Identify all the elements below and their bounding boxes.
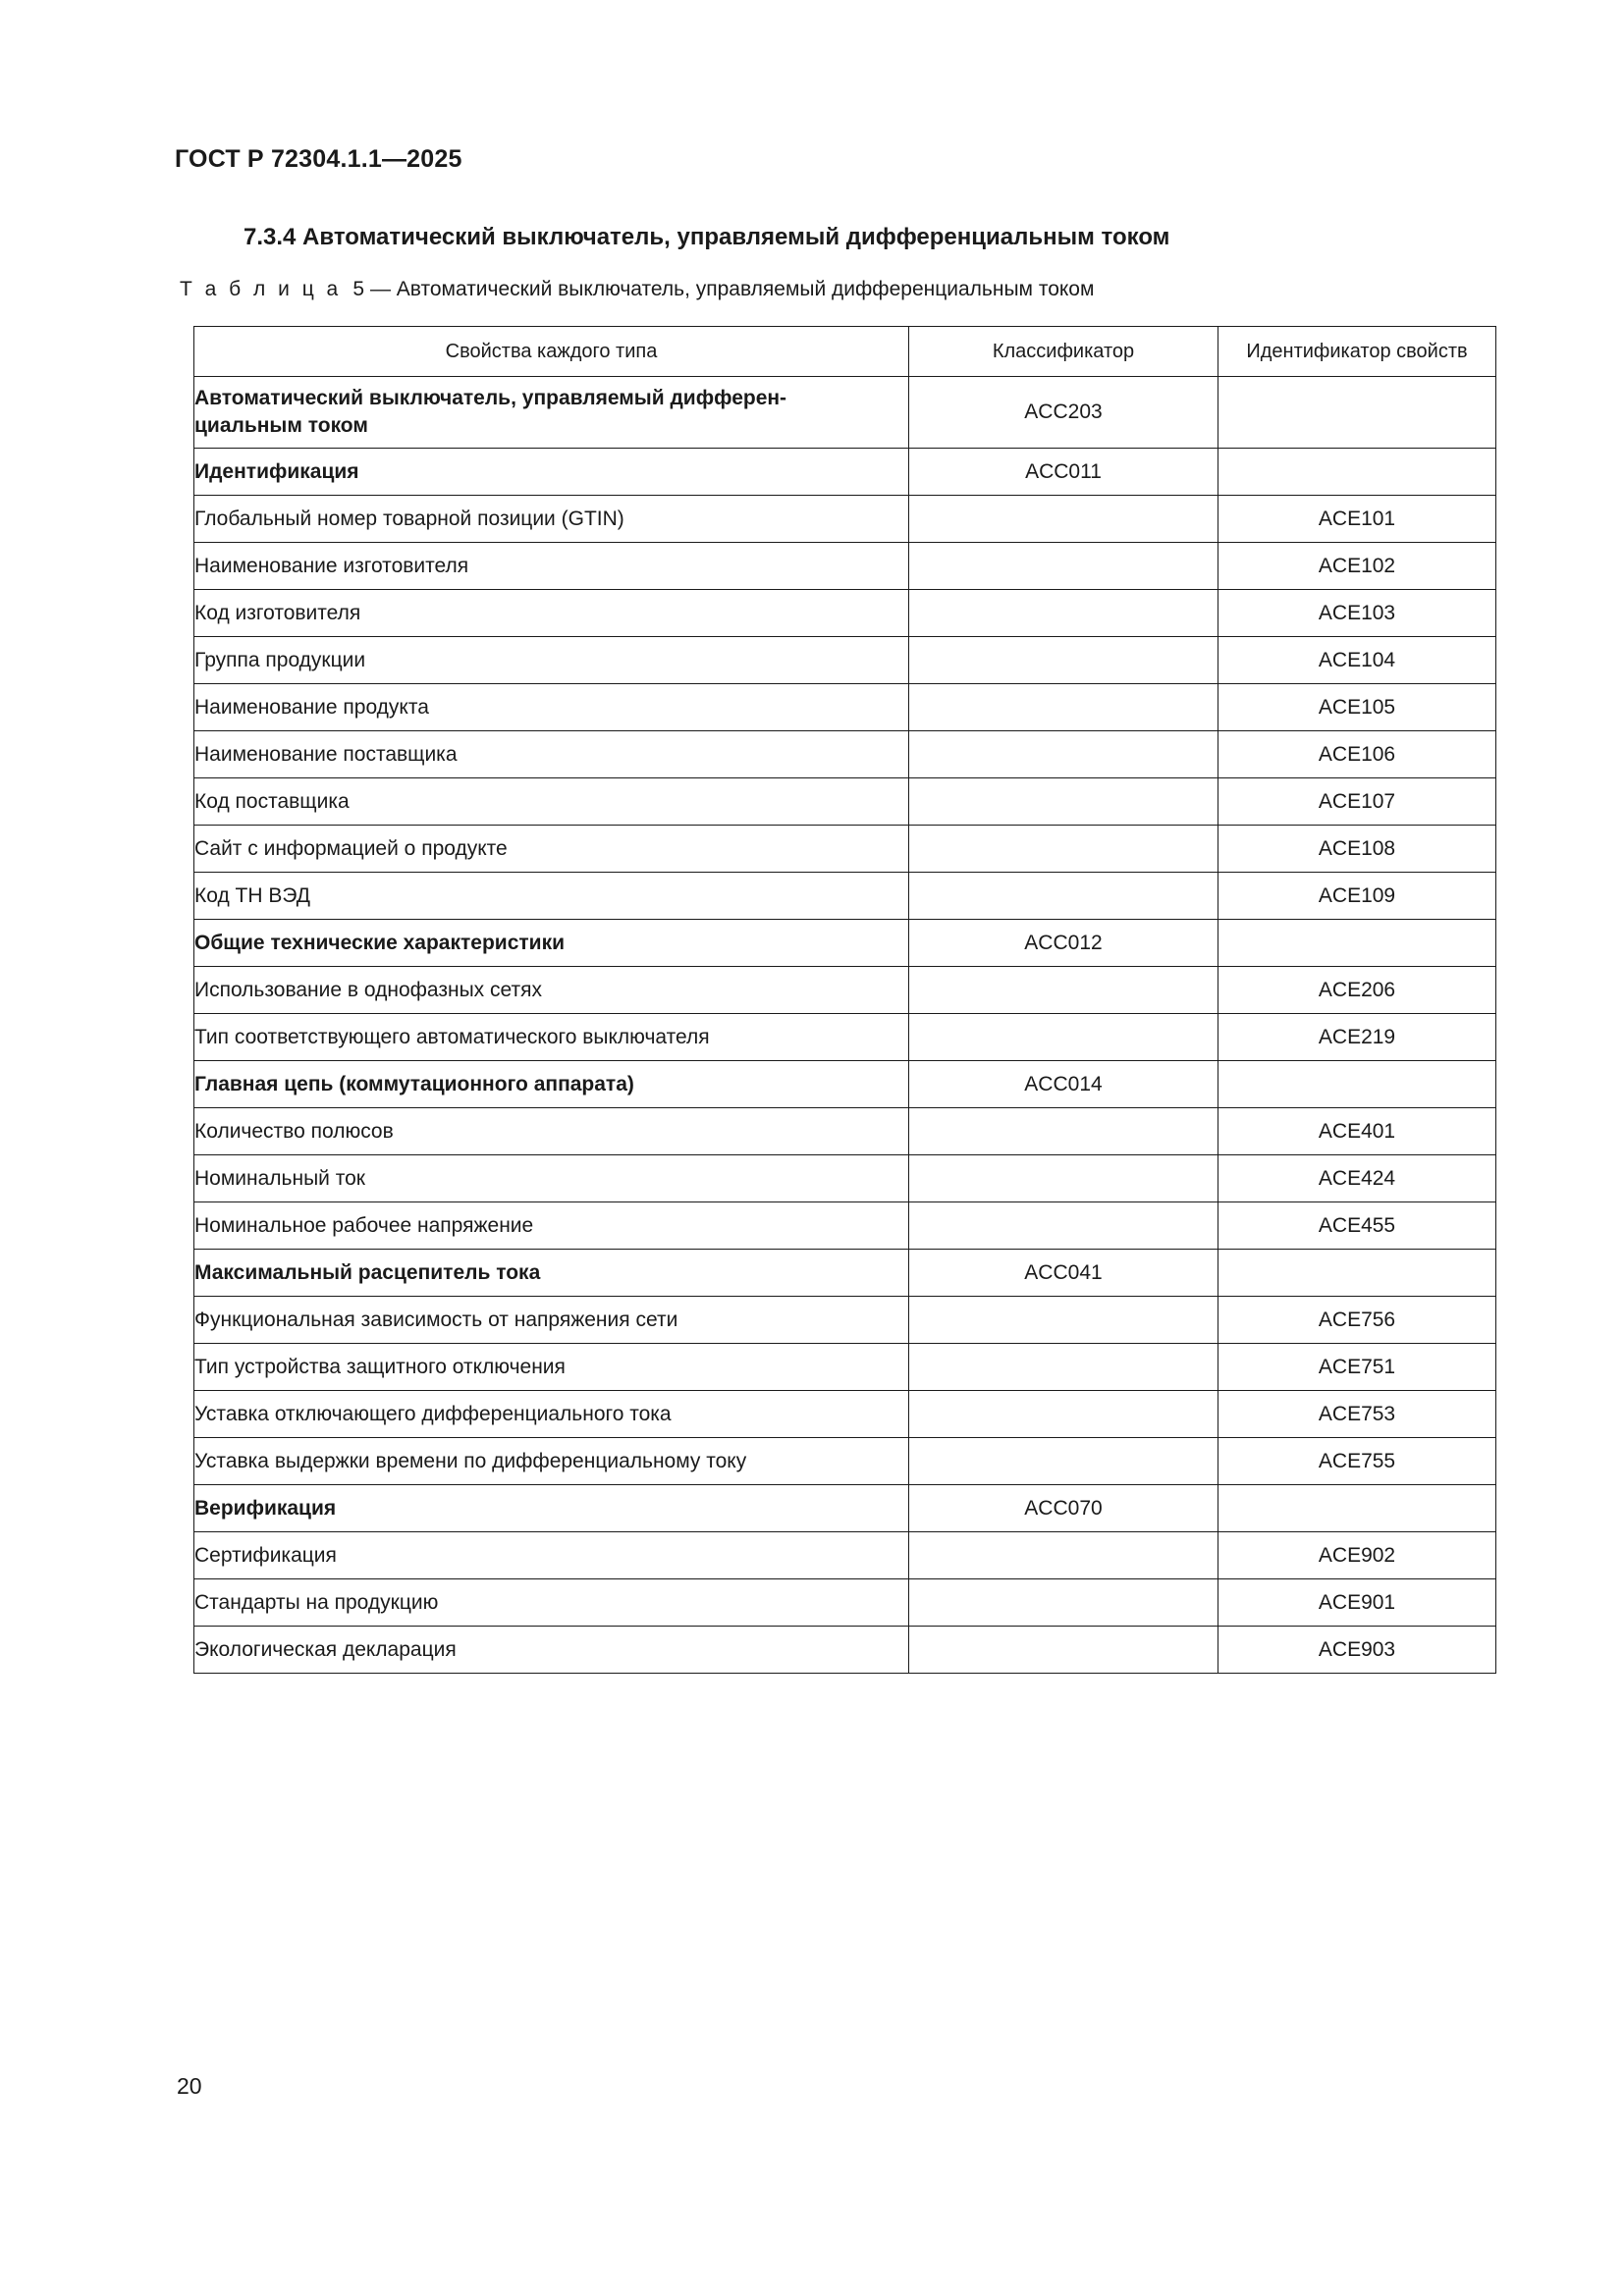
table-row (194, 1250, 1496, 1297)
cell-classifier: ACC014 (909, 1061, 1218, 1108)
cell-identifier: ACE103 (1218, 590, 1496, 637)
table-row (194, 826, 1496, 873)
spec-table (193, 326, 1496, 1674)
cell-property: Количество полюсов (194, 1108, 909, 1155)
table-row (194, 543, 1496, 590)
cell-identifier: ACE219 (1218, 1014, 1496, 1061)
cell-property: Наименование изготовителя (194, 543, 909, 590)
cell-classifier (909, 637, 1218, 684)
cell-identifier: ACE206 (1218, 967, 1496, 1014)
cell-identifier: ACE903 (1218, 1627, 1496, 1674)
cell-identifier: ACE108 (1218, 826, 1496, 873)
cell-classifier (909, 1014, 1218, 1061)
table-row (194, 1532, 1496, 1579)
cell-property: Общие технические характеристики (194, 920, 909, 967)
table-caption-label: Т а б л и ц а (180, 278, 342, 300)
table-row (194, 590, 1496, 637)
cell-property: Экологическая декларация (194, 1627, 909, 1674)
cell-identifier: ACE104 (1218, 637, 1496, 684)
cell-identifier: ACE401 (1218, 1108, 1496, 1155)
cell-identifier (1218, 377, 1496, 449)
cell-identifier: ACE109 (1218, 873, 1496, 920)
table-row (194, 1627, 1496, 1674)
table-caption-text: — Автоматический выключатель, управляемый дифференциальным током (369, 278, 1095, 300)
cell-identifier: ACE902 (1218, 1532, 1496, 1579)
cell-property: Главная цепь (коммутационного аппарата) (194, 1061, 909, 1108)
table-row (194, 873, 1496, 920)
table-row (194, 778, 1496, 826)
cell-classifier (909, 1391, 1218, 1438)
cell-property: Идентификация (194, 449, 909, 496)
cell-classifier (909, 543, 1218, 590)
cell-classifier (909, 873, 1218, 920)
table-row (194, 1438, 1496, 1485)
table-row (194, 1344, 1496, 1391)
cell-property: Тип соответствующего автоматического выключателя (194, 1014, 909, 1061)
cell-identifier (1218, 920, 1496, 967)
cell-classifier (909, 731, 1218, 778)
cell-identifier: ACE751 (1218, 1344, 1496, 1391)
table-row (194, 1579, 1496, 1627)
cell-classifier (909, 590, 1218, 637)
cell-property: Уставка отключающего дифференциального тока (194, 1391, 909, 1438)
table-row (194, 1061, 1496, 1108)
table-row (194, 377, 1496, 449)
cell-property: Функциональная зависимость от напряжения сети (194, 1297, 909, 1344)
cell-identifier: ACE107 (1218, 778, 1496, 826)
cell-property: Группа продукции (194, 637, 909, 684)
cell-identifier: ACE105 (1218, 684, 1496, 731)
cell-identifier: ACE101 (1218, 496, 1496, 543)
cell-property: Уставка выдержки времени по дифференциальному току (194, 1438, 909, 1485)
cell-identifier (1218, 1250, 1496, 1297)
cell-identifier (1218, 1061, 1496, 1108)
cell-property: Код ТН ВЭД (194, 873, 909, 920)
cell-identifier (1218, 449, 1496, 496)
cell-property: Верификация (194, 1485, 909, 1532)
section-heading: 7.3.4 Автоматический выключатель, управляемый дифференциальным током (244, 224, 1170, 250)
cell-classifier: ACC012 (909, 920, 1218, 967)
cell-classifier (909, 826, 1218, 873)
table-row (194, 920, 1496, 967)
table-row (194, 731, 1496, 778)
table-row (194, 967, 1496, 1014)
table-row (194, 684, 1496, 731)
table-caption (180, 278, 1094, 301)
column-header-identifier: Идентификатор свойств (1218, 327, 1496, 377)
cell-property: Сертификация (194, 1532, 909, 1579)
cell-classifier (909, 1344, 1218, 1391)
table-body (194, 377, 1496, 1674)
cell-identifier: ACE102 (1218, 543, 1496, 590)
cell-property: Код поставщика (194, 778, 909, 826)
spec-table-wrapper (193, 326, 1495, 1674)
table-row (194, 1202, 1496, 1250)
table-caption-number: 5 (352, 278, 365, 300)
table-row (194, 1108, 1496, 1155)
cell-classifier (909, 1108, 1218, 1155)
cell-classifier (909, 1438, 1218, 1485)
cell-property: Тип устройства защитного отключения (194, 1344, 909, 1391)
running-header: ГОСТ Р 72304.1.1—2025 (175, 145, 462, 173)
cell-identifier: ACE901 (1218, 1579, 1496, 1627)
cell-identifier: ACE424 (1218, 1155, 1496, 1202)
cell-property: Наименование поставщика (194, 731, 909, 778)
cell-property: Наименование продукта (194, 684, 909, 731)
cell-property: Автоматический выключатель, управляемый дифферен- циальным током (194, 377, 909, 449)
cell-identifier: ACE106 (1218, 731, 1496, 778)
cell-property: Максимальный расцепитель тока (194, 1250, 909, 1297)
table-row (194, 449, 1496, 496)
cell-property: Стандарты на продукцию (194, 1579, 909, 1627)
table-row (194, 637, 1496, 684)
cell-classifier (909, 684, 1218, 731)
cell-classifier (909, 1627, 1218, 1674)
cell-identifier (1218, 1485, 1496, 1532)
cell-property: Использование в однофазных сетях (194, 967, 909, 1014)
table-row (194, 1155, 1496, 1202)
column-header-property: Свойства каждого типа (194, 327, 909, 377)
table-row (194, 1485, 1496, 1532)
cell-property: Номинальный ток (194, 1155, 909, 1202)
cell-property: Глобальный номер товарной позиции (GTIN) (194, 496, 909, 543)
cell-classifier (909, 496, 1218, 543)
cell-property: Номинальное рабочее напряжение (194, 1202, 909, 1250)
cell-classifier (909, 1297, 1218, 1344)
cell-classifier: ACC041 (909, 1250, 1218, 1297)
table-head (194, 327, 1496, 377)
cell-classifier (909, 778, 1218, 826)
cell-identifier: ACE753 (1218, 1391, 1496, 1438)
table-row (194, 496, 1496, 543)
cell-classifier (909, 1532, 1218, 1579)
cell-classifier: ACC203 (909, 377, 1218, 449)
cell-identifier: ACE756 (1218, 1297, 1496, 1344)
cell-property: Сайт с информацией о продукте (194, 826, 909, 873)
cell-classifier (909, 1202, 1218, 1250)
page-number: 20 (177, 2073, 202, 2099)
cell-classifier: ACC070 (909, 1485, 1218, 1532)
table-header-row (194, 327, 1496, 377)
cell-identifier: ACE755 (1218, 1438, 1496, 1485)
table-row (194, 1014, 1496, 1061)
cell-classifier (909, 1155, 1218, 1202)
cell-classifier: ACC011 (909, 449, 1218, 496)
cell-classifier (909, 1579, 1218, 1627)
cell-identifier: ACE455 (1218, 1202, 1496, 1250)
table-row (194, 1391, 1496, 1438)
table-row (194, 1297, 1496, 1344)
cell-classifier (909, 967, 1218, 1014)
cell-property: Код изготовителя (194, 590, 909, 637)
column-header-classifier: Классификатор (909, 327, 1218, 377)
